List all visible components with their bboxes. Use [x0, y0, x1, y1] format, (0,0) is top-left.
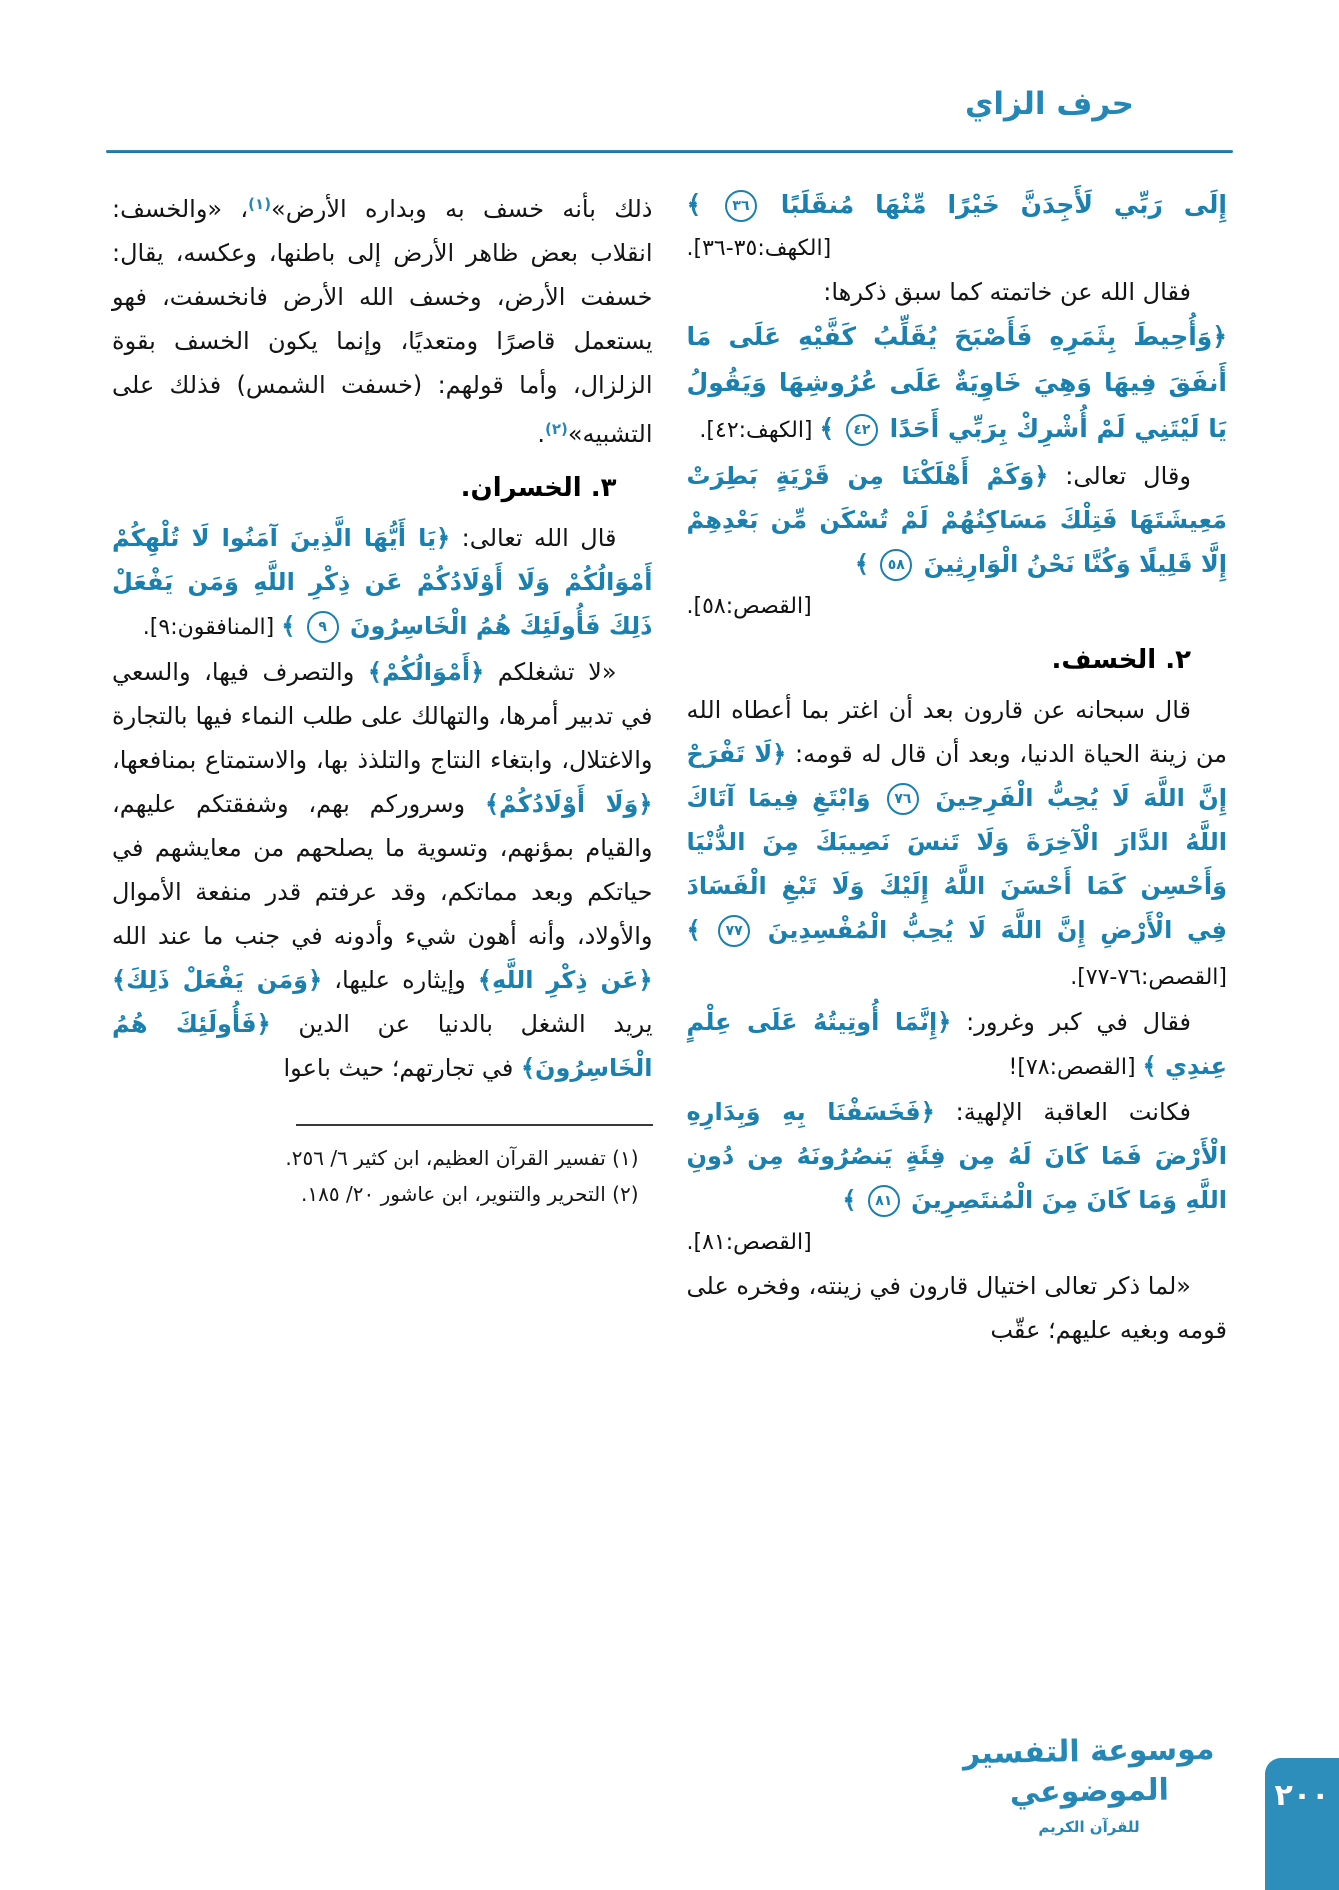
verse-reference: [الكهف:٣٥-٣٦]. [686, 236, 832, 261]
page-number: ٢٠٠ [1274, 1778, 1330, 1813]
paragraph [687, 1000, 1228, 1090]
body-text: في تجارتهم؛ حيث باعوا [283, 1054, 521, 1082]
publisher-logo-calligraphy [934, 1732, 1244, 1836]
footnote: (٢) التحرير والتنوير، ابن عاشور ٢٠/ ١٨٥. [301, 1182, 639, 1206]
right-column [687, 182, 1228, 1352]
quran-text: ﴿يَا أَيُّهَا الَّذِينَ آمَنُوا لَا تُلْهِكُمْ أَمْوَالُكُمْ وَلَا أَوْلَادُكُمْ عَن ذِكْرِ اللَّهِ وَمَن يَفْعَلْ ذَلِكَ فَأُولَئِكَ هُمُ الْخَاسِرُونَ [112, 524, 653, 640]
paragraph [687, 1090, 1228, 1222]
verse-reference: [المنافقون:٩]. [142, 615, 282, 640]
footnotes-section [112, 1124, 653, 1212]
body-text: فقال في كبر وغرور: [951, 1008, 1191, 1036]
footnote-separator [296, 1124, 653, 1126]
ayah-number-badge: ٨١ [868, 1185, 900, 1217]
verse-reference: [القصص:٧٦-٧٧]. [1070, 965, 1227, 990]
body-text: فكانت العاقبة الإلهية: [934, 1098, 1191, 1126]
quran-text: ﴾ [686, 190, 722, 219]
quran-text: ﴾ [819, 414, 843, 443]
quran-text: ﴿عَن ذِكْرِ اللَّهِ﴾ [477, 966, 653, 994]
paragraph [112, 650, 653, 1090]
quran-verse-block [687, 182, 1228, 228]
footnote: (١) تفسير القرآن العظيم، ابن كثير ٦/ ٢٥٦. [285, 1146, 639, 1170]
ayah-number-badge: ٣٦ [725, 190, 757, 222]
body-text: وسروركم بهم، وشفقتكم عليهم، والقيام بمؤنهم، وتسوية ما يصلحهم من معايشهم في حياتكم وبعد مماتكم، وقد عرفتم قدر منفعة الأموال والأولاد، وأنه أهون شيء وأدونه في جنب ما عند الله [112, 790, 653, 950]
body-text: وقال تعالى: [1048, 462, 1191, 490]
quran-text: ﴾ [686, 916, 716, 944]
paragraph [112, 182, 653, 456]
quran-text: ﴿فَخَسَفْنَا بِهِ وَبِدَارِهِ الْأَرْضَ فَمَا كَانَ لَهُ مِن فِئَةٍ يَنصُرُونَهُ مِن دُونِ اللَّهِ وَمَا كَانَ مِنَ الْمُنتَصِرِينَ [686, 1098, 1227, 1214]
body-text: فقال الله عن خاتمته كما سبق ذكرها: [823, 278, 1191, 306]
ayah-number-badge: ٩ [307, 611, 339, 643]
quran-text: ﴿وَأُحِيطَ بِثَمَرِهِ فَأَصْبَحَ يُقَلِّبُ كَفَّيْهِ عَلَى مَا أَنفَقَ فِيهَا وَهِيَ خَاوِيَةٌ عَلَى عُرُوشِهَا وَيَقُولُ يَا لَيْتَنِي لَمْ أُشْرِكْ بِرَبِّي أَحَدًا [686, 322, 1227, 443]
verse-reference: [القصص:٥٨]. [686, 594, 812, 619]
paragraph [687, 688, 1228, 1000]
footnote-list [112, 1140, 653, 1212]
verse-reference-line [687, 228, 1228, 270]
body-text: وإيثاره عليها، [322, 966, 478, 994]
body-text: «لا تشغلكم [484, 658, 617, 686]
body-text: ٢. الخسف. [1051, 645, 1191, 675]
quran-text: ﴾ [842, 1186, 865, 1214]
logo-title: موسوعة التفسير الموضوعي [962, 1731, 1215, 1811]
body-text: ذلك بأنه خسف به وبداره الأرض» [271, 195, 653, 223]
body-text: قال الله تعالى: [450, 524, 617, 552]
paragraph [687, 270, 1228, 314]
quran-text: إِلَى رَبِّي لَأَجِدَنَّ خَيْرًا مِّنْهَا مُنقَلَبًا [759, 190, 1227, 219]
header-rule [106, 150, 1233, 153]
verse-reference-line [687, 586, 1228, 628]
quran-text: ﴿إِنَّمَا أُوتِيتُهُ عَلَى عِلْمٍ عِندِي ﴾ [686, 1008, 1227, 1080]
paragraph [112, 516, 653, 650]
section-heading [687, 638, 1228, 682]
section-heading [112, 466, 653, 510]
quran-verse-block [687, 314, 1228, 454]
footnote-marker: (٢) [544, 420, 568, 438]
ayah-number-badge: ٤٢ [846, 414, 878, 446]
quran-text: ﴿لَا تَفْرَحْ إِنَّ اللَّهَ لَا يُحِبُّ الْفَرِحِينَ [686, 740, 1227, 812]
quran-text: ﴿وَكَمْ أَهْلَكْنَا مِن قَرْيَةٍ بَطِرَتْ مَعِيشَتَهَا فَتِلْكَ مَسَاكِنُهُمْ لَمْ تُسْكَن مِّن بَعْدِهِمْ إِلَّا قَلِيلًا وَكُنَّا نَحْنُ الْوَارِثِينَ [686, 462, 1227, 578]
verse-reference: [القصص:٧٨]! [1008, 1055, 1143, 1080]
verse-reference: [الكهف:٤٢]. [699, 418, 820, 443]
footnote-marker: (١) [248, 195, 272, 213]
body-text: . [537, 420, 545, 448]
verse-reference: [القصص:٨١]. [686, 1230, 812, 1255]
page-number-badge [1265, 1758, 1339, 1890]
quran-text: ﴿وَمَن يَفْعَلْ ذَلِكَ﴾ [112, 966, 323, 994]
paragraph [687, 454, 1228, 586]
verse-reference-line [687, 1222, 1228, 1264]
quran-text: ﴿وَلَا أَوْلَادُكُمْ﴾ [484, 790, 653, 818]
paragraph [687, 1264, 1228, 1352]
left-column-text [112, 182, 653, 1090]
ayah-number-badge: ٧٦ [887, 783, 919, 815]
quran-text: ﴿فَأُولَئِكَ هُمُ الْخَاسِرُونَ﴾ [112, 1010, 653, 1082]
left-column [112, 182, 653, 1352]
body-text: والتصرف فيها، والسعي في تدبير أمرها، والتهالك على طلب النماء فيها بالتجارة والاغتلال، وابتغاء النتاج والتلذذ بها، والاستمتاع بمنافعها، [112, 658, 653, 774]
body-text: ، «والخسف: انقلاب بعض ظاهر الأرض إلى باطنها، وعكسه، يقال: خسفت الأرض، وخسف الله الأرض فانخسفت، فهو يستعمل قاصرًا ومتعديًا، وإنما يكون الخسف بقوة الزلزال، وأما قولهم: (خسفت الشمس) فذلك على التشبيه» [112, 195, 653, 448]
quran-text: وَابْتَغِ فِيمَا آتَاكَ اللَّهُ الدَّارَ الْآخِرَةَ وَلَا تَنسَ نَصِيبَكَ مِنَ الدُّنْيَا وَأَحْسِن كَمَا أَحْسَنَ اللَّهُ إِلَيْكَ وَلَا تَبْغِ الْفَسَادَ فِي الْأَرْضِ إِنَّ اللَّهَ لَا يُحِبُّ الْمُفْسِدِينَ [686, 784, 1227, 944]
quran-text: ﴾ [281, 612, 304, 640]
ayah-number-badge: ٧٧ [718, 915, 750, 947]
logo-subtitle: للقرآن الكريم [1038, 1818, 1140, 1836]
text-columns [112, 182, 1227, 1352]
body-text: يريد الشغل بالدنيا عن الدين [270, 1010, 653, 1038]
ayah-number-badge: ٥٨ [880, 549, 912, 581]
chapter-letter-title: حرف الزاي [964, 86, 1134, 122]
quran-text: ﴾ [854, 550, 878, 578]
body-text: قال سبحانه عن قارون بعد أن اغتر بما أعطاه الله من زينة الحياة الدنيا، وبعد أن قال له قومه: [686, 696, 1227, 768]
body-text: ٣. الخسران. [460, 473, 617, 503]
running-header [965, 86, 1134, 122]
body-text: «لما ذكر تعالى اختيال قارون في زينته، وفخره على قومه وبغيه عليهم؛ عقّب [686, 1272, 1227, 1344]
quran-text: ﴿أَمْوَالُكُمْ﴾ [367, 658, 485, 686]
